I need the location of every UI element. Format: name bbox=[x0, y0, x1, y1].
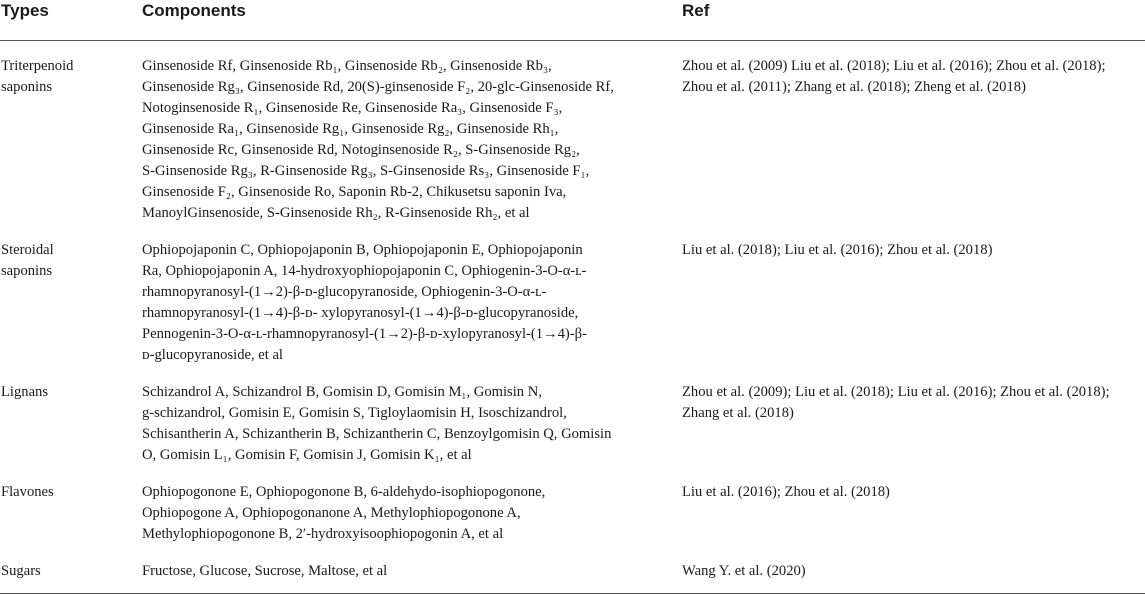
components-cell bbox=[142, 366, 682, 466]
ref-line: Liu et al. (2018); Liu et al. (2016); Zhou et al. (2018) bbox=[682, 242, 993, 258]
ref-line: Zhang et al. (2018) bbox=[682, 405, 794, 421]
table-header bbox=[0, 0, 1145, 41]
table-row bbox=[0, 366, 1145, 466]
component-line: g-schizandrol, Gomisin E, Gomisin S, Tigloylaomisin H, Isoschizandrol, bbox=[142, 405, 567, 421]
component-line: ManoylGinsenoside, S-Ginsenoside Rh₂, R-Ginsenoside Rh₂, et al bbox=[142, 205, 530, 221]
ref-line: Liu et al. (2016); Zhou et al. (2018) bbox=[682, 484, 890, 500]
components-cell bbox=[142, 224, 682, 366]
type-cell bbox=[0, 41, 142, 225]
ref-cell bbox=[682, 466, 1145, 545]
component-line: rhamnopyranosyl-(1→4)-β-ᴅ- xylopyranosyl-(1→4)-β-ᴅ-glucopyranoside, bbox=[142, 305, 579, 321]
type-line: saponins bbox=[1, 263, 53, 279]
component-line: Ginsenoside Rc, Ginsenoside Rd, Notoginsenoside R₂, S-Ginsenoside Rg₂, bbox=[142, 142, 580, 158]
type-cell bbox=[0, 466, 142, 545]
component-line: ᴅ-glucopyranoside, et al bbox=[142, 347, 283, 363]
table-row bbox=[0, 224, 1145, 366]
component-line: Methylophiopogonone B, 2′-hydroxyisoophiopogonin A, et al bbox=[142, 526, 504, 542]
ref-cell bbox=[682, 545, 1145, 594]
component-line: O, Gomisin L₁, Gomisin F, Gomisin J, Gomisin K₁, et al bbox=[142, 447, 472, 463]
component-line: Ophiopogone A, Ophiopogonanone A, Methylophiopogonone A, bbox=[142, 505, 521, 521]
component-line: S-Ginsenoside Rg₃, R-Ginsenoside Rg₃, S-Ginsenoside Rs₃, Ginsenoside F₁, bbox=[142, 163, 590, 179]
header-types: Types bbox=[0, 0, 142, 41]
type-line: Steroidal bbox=[1, 242, 54, 258]
component-line: Ophiopojaponin C, Ophiopojaponin B, Ophiopojaponin E, Ophiopojaponin bbox=[142, 242, 583, 258]
ref-line: Zhou et al. (2009) Liu et al. (2018); Liu et al. (2016); Zhou et al. (2018); bbox=[682, 58, 1106, 74]
ref-cell bbox=[682, 41, 1145, 225]
component-line: Ginsenoside Rf, Ginsenoside Rb₁, Ginsenoside Rb₂, Ginsenoside Rb₃, bbox=[142, 58, 552, 74]
table-row bbox=[0, 41, 1145, 225]
type-cell bbox=[0, 224, 142, 366]
component-line: Ginsenoside Rg₃, Ginsenoside Rd, 20(S)-ginsenoside F₂, 20-glc-Ginsenoside Rf, bbox=[142, 79, 614, 95]
ref-cell bbox=[682, 366, 1145, 466]
component-line: Ginsenoside F₂, Ginsenoside Ro, Saponin Rb-2, Chikusetsu saponin Iva, bbox=[142, 184, 567, 200]
components-cell bbox=[142, 466, 682, 545]
type-line: Lignans bbox=[1, 384, 49, 400]
components-cell bbox=[142, 545, 682, 594]
ref-line: Zhou et al. (2011); Zhang et al. (2018); Zheng et al. (2018) bbox=[682, 79, 1026, 95]
header-ref: Ref bbox=[682, 0, 1145, 41]
component-line: Ginsenoside Ra₁, Ginsenoside Rg₁, Ginsenoside Rg₂, Ginsenoside Rh₁, bbox=[142, 121, 559, 137]
ref-line: Wang Y. et al. (2020) bbox=[682, 563, 806, 579]
component-line: Ra, Ophiopojaponin A, 14-hydroxyophiopojaponin C, Ophiogenin-3-O-α-ʟ- bbox=[142, 263, 587, 279]
component-line: Schizandrol A, Schizandrol B, Gomisin D, Gomisin M₁, Gomisin N, bbox=[142, 384, 542, 400]
type-line: Sugars bbox=[1, 563, 41, 579]
type-cell bbox=[0, 545, 142, 594]
component-line: Schisantherin A, Schizantherin B, Schizantherin C, Benzoylgomisin Q, Gomisin bbox=[142, 426, 612, 442]
component-line: rhamnopyranosyl-(1→2)-β-ᴅ-glucopyranoside, Ophiogenin-3-O-α-ʟ- bbox=[142, 284, 547, 300]
header-components: Components bbox=[142, 0, 682, 41]
component-line: Notoginsenoside R₁, Ginsenoside Re, Ginsenoside Ra₃, Ginsenoside F₃, bbox=[142, 100, 563, 116]
table-row bbox=[0, 466, 1145, 545]
header-row bbox=[0, 0, 1145, 41]
components-cell bbox=[142, 41, 682, 225]
type-line: saponins bbox=[1, 79, 53, 95]
component-line: Pennogenin-3-O-α-ʟ-rhamnopyranosyl-(1→2)-β-ᴅ-xylopyranosyl-(1→4)-β- bbox=[142, 326, 587, 342]
ref-cell bbox=[682, 224, 1145, 366]
table-body bbox=[0, 41, 1145, 594]
type-cell bbox=[0, 366, 142, 466]
component-line: Ophiopogonone E, Ophiopogonone B, 6-aldehydo-isophiopogonone, bbox=[142, 484, 546, 500]
ref-line: Zhou et al. (2009); Liu et al. (2018); Liu et al. (2016); Zhou et al. (2018); bbox=[682, 384, 1110, 400]
type-line: Triterpenoid bbox=[1, 58, 74, 74]
table-row bbox=[0, 545, 1145, 594]
component-line: Fructose, Glucose, Sucrose, Maltose, et al bbox=[142, 563, 388, 579]
type-line: Flavones bbox=[1, 484, 54, 500]
